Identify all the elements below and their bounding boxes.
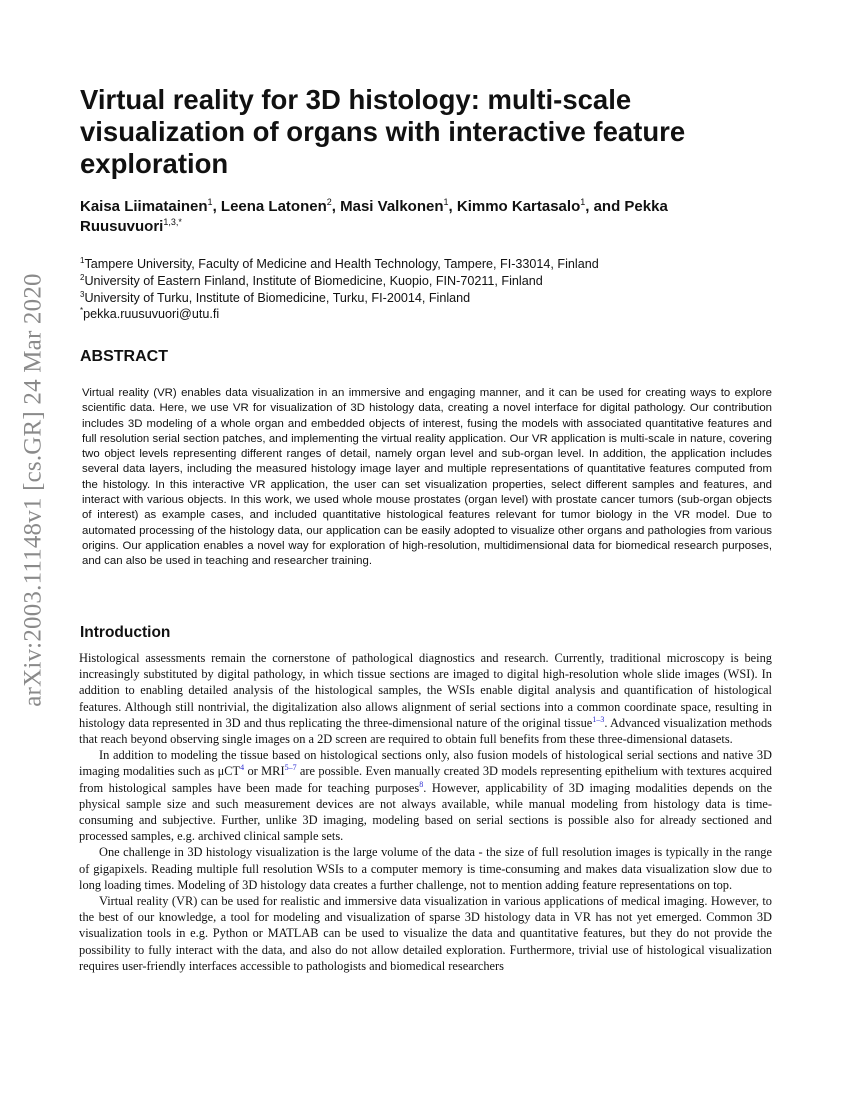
author-separator: , bbox=[448, 198, 457, 215]
intro-paragraph-3: One challenge in 3D histology visualization is the large volume of the data - the size of full resolution images is typically in the range of gigapixels. Reading multiple full resolution WSIs to a computer memory is time-consuming and makes data visualization slow due to long loading times. Modeling of 3D histology data creates a further challenge, not to mention adding feature representations on top. bbox=[79, 845, 772, 892]
paragraph-text: . Advanced visualization methods that reach beyond observing single images on a 2D screen are required to obtain full benefits from these three-dimensional datasets. bbox=[79, 715, 772, 747]
citation-link[interactable]: 8 bbox=[419, 779, 424, 789]
author-affiliation-mark: 1 bbox=[580, 197, 586, 207]
citation-link[interactable]: 5–7 bbox=[284, 763, 297, 773]
author-separator: , bbox=[212, 198, 221, 215]
affiliation-mark: 1 bbox=[80, 256, 85, 265]
affiliation-item bbox=[80, 273, 770, 290]
affiliation-list bbox=[80, 256, 770, 323]
affiliation-item bbox=[80, 290, 770, 307]
author-affiliation-mark: 1 bbox=[443, 197, 449, 207]
author-affiliation-mark: 2 bbox=[326, 197, 332, 207]
author-separator: , bbox=[331, 198, 341, 215]
affiliation-mark: 3 bbox=[80, 289, 85, 299]
author-list bbox=[80, 197, 770, 237]
author-name: Pekka Ruusuvuori bbox=[80, 198, 668, 235]
introduction-body bbox=[79, 650, 772, 974]
email-text: pekka.ruusuvuori@utu.fi bbox=[83, 307, 220, 322]
affiliation-text: University of Turku, Institute of Biomedicine, Turku, FI-20014, Finland bbox=[84, 290, 471, 305]
paragraph-text: In addition to modeling the tissue based on histological sections only, also fusion models of histological serial sections and native 3D imaging modalities such as μCT bbox=[79, 748, 772, 779]
abstract-body: Virtual reality (VR) enables data visualization in an immersive and engaging manner, and it can be used for creating ways to explore scientific data. Here, we use VR for visualization of 3D histology data, creating a novel interface for digital pathology. Our contribution includes 3D modeling of a whole organ and embedded objects of interest, fusing the models with associated quantitative features and full resolution serial section patches, and implementing the virtual reality application. Our VR application is multi-scale in nature, covering two object levels representing different ranges of detail, namely organ level and sub-organ level. In addition, the application includes several data layers, including the measured histology image layer and multiple representations of quantitative features computed from the histology. In this interactive VR application, the user can set visualization properties, select different samples and features, and interact with various objects. In this work, we used whole mouse prostates (organ level) with prostate cancer tumors (sub-organ objects of interest) as example cases, and included quantitative histological features relevant for tumor biology in the VR model. Due to automated processing of the histology data, our application can be easily adopted to visualize other organs and pathologies from various origins. Our application enables a novel way for exploration of high-resolution, multidimensional data for biomedical research purposes, and can also be used in teaching and researcher training. bbox=[82, 387, 772, 568]
author-name: Leena Latonen bbox=[220, 198, 327, 215]
paragraph-text: or MRI bbox=[244, 764, 285, 779]
intro-paragraph-2 bbox=[79, 747, 772, 844]
affiliation-mark: * bbox=[80, 306, 84, 316]
introduction-heading: Introduction bbox=[80, 624, 171, 641]
affiliation-mark: 2 bbox=[80, 272, 85, 282]
paragraph-text: are possible. Even manually created 3D models representing epithelium with textures acquired from histological samples have been made for teaching purposes bbox=[79, 764, 772, 795]
affiliation-text: University of Eastern Finland, Institute of Biomedicine, Kuopio, FIN-70211, Finland bbox=[84, 273, 543, 288]
intro-paragraph-1 bbox=[79, 650, 772, 747]
paper-title: Virtual reality for 3D histology: multi-scale visualization of organs with interactive feature exploration bbox=[80, 84, 686, 179]
paragraph-text: Histological assessments remain the cornerstone of pathological diagnostics and research. Currently, traditional microscopy is being increasingly substituted by digital pathology, in which tissue sections are imaged to digital high-resolution whole slide images (WSI). In addition to enabling detailed analysis of the histological samples, the WSIs enable digital analysis and quantification of histological features. Although still nontrivial, the digitalization also allows alignment of serial sections into a common coordinate space, resulting in histology data represented in 3D and thus replicating the three-dimensional nature of the original tissue bbox=[79, 651, 772, 730]
author-name: Masi Valkonen bbox=[340, 198, 444, 215]
author-separator: , and bbox=[585, 198, 625, 215]
affiliation-text: Tampere University, Faculty of Medicine and Health Technology, Tampere, FI-33014, Finland bbox=[84, 257, 599, 271]
intro-paragraph-4: Virtual reality (VR) can be used for realistic and immersive data visualization in various applications of medical imaging. However, to the best of our knowledge, a tool for modeling and visualization of sparse 3D histology data in VR has not yet emerged. Common 3D visualization tools in e.g. Python or MATLAB can be used to visualize the data and quantitative features, but they do not provide the possibility to fully interact with the data, and also do not allow detailed exploration. Furthermore, trivial use of histological visualization requires user-friendly interfaces accessible to pathologists and biomedical researchers bbox=[79, 894, 772, 973]
affiliation-item bbox=[80, 256, 770, 273]
arxiv-stamp-text: arXiv:2003.11148v1 [cs.GR] 24 Mar 2020 bbox=[20, 273, 47, 707]
author-name: Kaisa Liimatainen bbox=[80, 198, 208, 215]
paragraph-text: . However, applicability of 3D imaging modalities depends on the physical sample size and such measurement devices are not always available, while manual modeling from histology data is time-consuming and subjective. Further, unlike 3D imaging, modeling based on serial sections is possible also for already sectioned and processed samples, e.g. archived clinical sample sets. bbox=[79, 780, 773, 844]
author-affiliation-mark: 1,3,* bbox=[163, 217, 182, 227]
arxiv-identifier-stamp bbox=[14, 273, 54, 707]
abstract-heading: ABSTRACT bbox=[80, 348, 168, 365]
author-affiliation-mark: 1 bbox=[207, 197, 213, 207]
citation-link[interactable]: 4 bbox=[240, 763, 245, 773]
author-name: Kimmo Kartasalo bbox=[456, 198, 581, 215]
corresponding-email bbox=[80, 306, 770, 323]
citation-link[interactable]: 1–3 bbox=[592, 714, 605, 724]
